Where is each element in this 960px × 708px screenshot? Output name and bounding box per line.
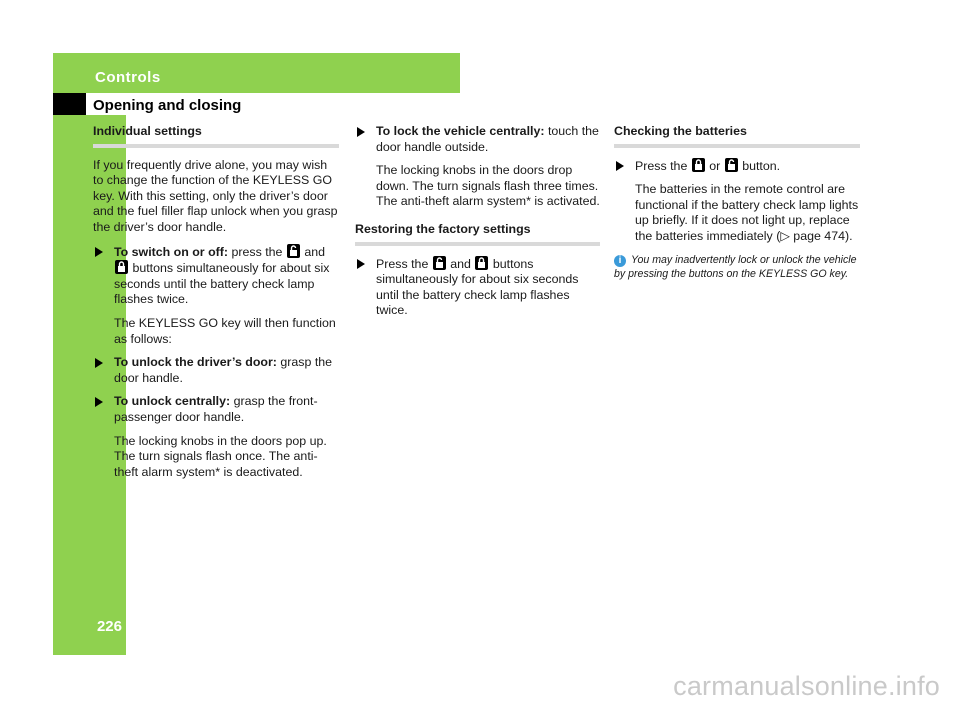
step-lock-centrally-result: The locking knobs in the doors drop down. The turn signals flash three times. The anti-theft alarm system* is activated. [376,163,600,209]
lock-key-icon [475,256,488,270]
heading-checking-batteries: Checking the batteries [614,124,860,148]
column-right [614,124,860,281]
unlock-key-icon [287,244,300,258]
arrow-bullet-icon [357,259,365,269]
step-unlock-centrally: To unlock centrally: grasp the front-passenger door handle. [93,394,339,425]
arrow-bullet-icon [95,247,103,257]
step-switch-on-off: To switch on or off: press the and buttons simultaneously for about six seconds until the battery check lamp flashes twice. [93,244,339,308]
arrow-bullet-icon [95,397,103,407]
intro-paragraph: If you frequently drive alone, you may wish to change the function of the KEYLESS GO key. With this setting, only the driver’s door and the fuel filler flap unlock when you grasp the driver’s door handle. [93,157,338,234]
heading-restoring-factory-settings: Restoring the factory settings [355,222,600,246]
column-left [93,124,339,488]
heading-individual-settings: Individual settings [93,124,339,148]
step-lock-centrally: To lock the vehicle centrally: touch the door handle outside. [355,124,600,155]
watermark: carmanualsonline.info [673,671,940,701]
lock-key-icon [692,158,705,172]
header-tab [53,93,86,115]
page-number: 226 [96,618,122,635]
arrow-bullet-icon [357,127,365,137]
step-switch-result: The KEYLESS GO key will then function as follows: [114,315,336,346]
lock-key-icon [115,260,128,274]
arrow-bullet-icon [616,161,624,171]
step-restore-factory: Press the and buttons simultaneously for about six seconds until the battery check lamp flashes twice. [355,256,600,319]
info-icon: i [614,255,626,267]
page-reference-link[interactable]: (▷ page 474). [776,228,853,243]
column-middle [355,124,600,327]
subsection-title: Opening and closing [93,97,242,114]
step-unlock-driver-door: To unlock the driver’s door: grasp the door handle. [93,355,339,386]
unlock-key-icon [725,158,738,172]
info-note: i You may inadvertently lock or unlock the vehicle by pressing the buttons on the KEYLESS GO key. [614,253,857,280]
unlock-key-icon [433,256,446,270]
step-check-batteries: Press the or button. [614,158,860,175]
step-check-batteries-result: The batteries in the remote control are functional if the battery check lamp lights up briefly. If it does not light up, replace the batteries immediately (▷ page 474). [635,182,859,243]
arrow-bullet-icon [95,358,103,368]
step-unlock-centrally-result: The locking knobs in the doors pop up. The turn signals flash once. The anti-theft alarm system* is deactivated. [114,433,327,479]
section-title: Controls [95,69,161,86]
